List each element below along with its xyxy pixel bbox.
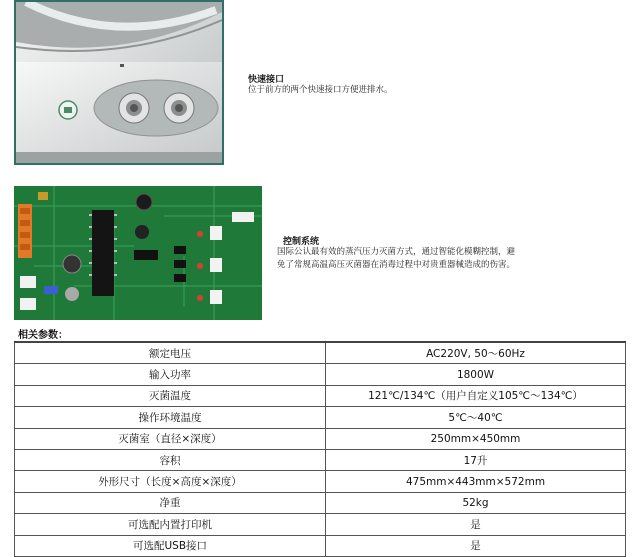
spec-value: 1800W — [326, 364, 626, 385]
spec-value: 475mm×443mm×572mm — [326, 471, 626, 492]
control-caption-line2: 免了常规高温高压灭菌器在消毒过程中对贵重器械造成的伤害。 — [277, 260, 516, 270]
spec-value: 250mm×450mm — [326, 428, 626, 449]
control-caption-title: 控制系统 — [283, 237, 320, 247]
table-row — [15, 385, 626, 406]
spec-label: 操作环境温度 — [15, 407, 326, 428]
table-row — [15, 449, 626, 470]
table-row — [15, 471, 626, 492]
connector-caption-title: 快速接口 — [248, 75, 285, 85]
table-row — [15, 364, 626, 385]
spec-label: 额定电压 — [15, 342, 326, 364]
spec-value: 121℃/134℃（用户自定义105℃～134℃） — [326, 385, 626, 406]
control-board-illustration — [14, 186, 262, 320]
table-row — [15, 535, 626, 556]
spec-value: 17升 — [326, 449, 626, 470]
spec-value: 是 — [326, 514, 626, 535]
table-row — [15, 492, 626, 513]
control-caption-line1: 国际公认最有效的蒸汽压力灭菌方式，通过智能化模糊控制，避 — [277, 247, 516, 257]
control-board-photo — [14, 186, 262, 320]
spec-label: 容积 — [15, 449, 326, 470]
table-row — [15, 407, 626, 428]
table-row — [15, 514, 626, 535]
spec-label: 可选配内置打印机 — [15, 514, 326, 535]
params-heading: 相关参数： — [18, 330, 68, 341]
table-row — [15, 342, 626, 364]
spec-value: 52kg — [326, 492, 626, 513]
spec-label: 外形尺寸（长度×高度×深度） — [15, 471, 326, 492]
quick-connector-illustration — [16, 2, 222, 163]
spec-value: AC220V, 50～60Hz — [326, 342, 626, 364]
spec-table — [14, 341, 626, 557]
quick-connector-photo — [14, 0, 224, 165]
spec-label: 可选配USB接口 — [15, 535, 326, 556]
spec-label: 输入功率 — [15, 364, 326, 385]
table-row — [15, 428, 626, 449]
spec-value: 5℃～40℃ — [326, 407, 626, 428]
spec-label: 净重 — [15, 492, 326, 513]
spec-label: 灭菌室（直径×深度） — [15, 428, 326, 449]
spec-value: 是 — [326, 535, 626, 556]
connector-caption-text: 位于前方的两个快速接口方便进排水。 — [248, 85, 393, 95]
spec-label: 灭菌温度 — [15, 385, 326, 406]
